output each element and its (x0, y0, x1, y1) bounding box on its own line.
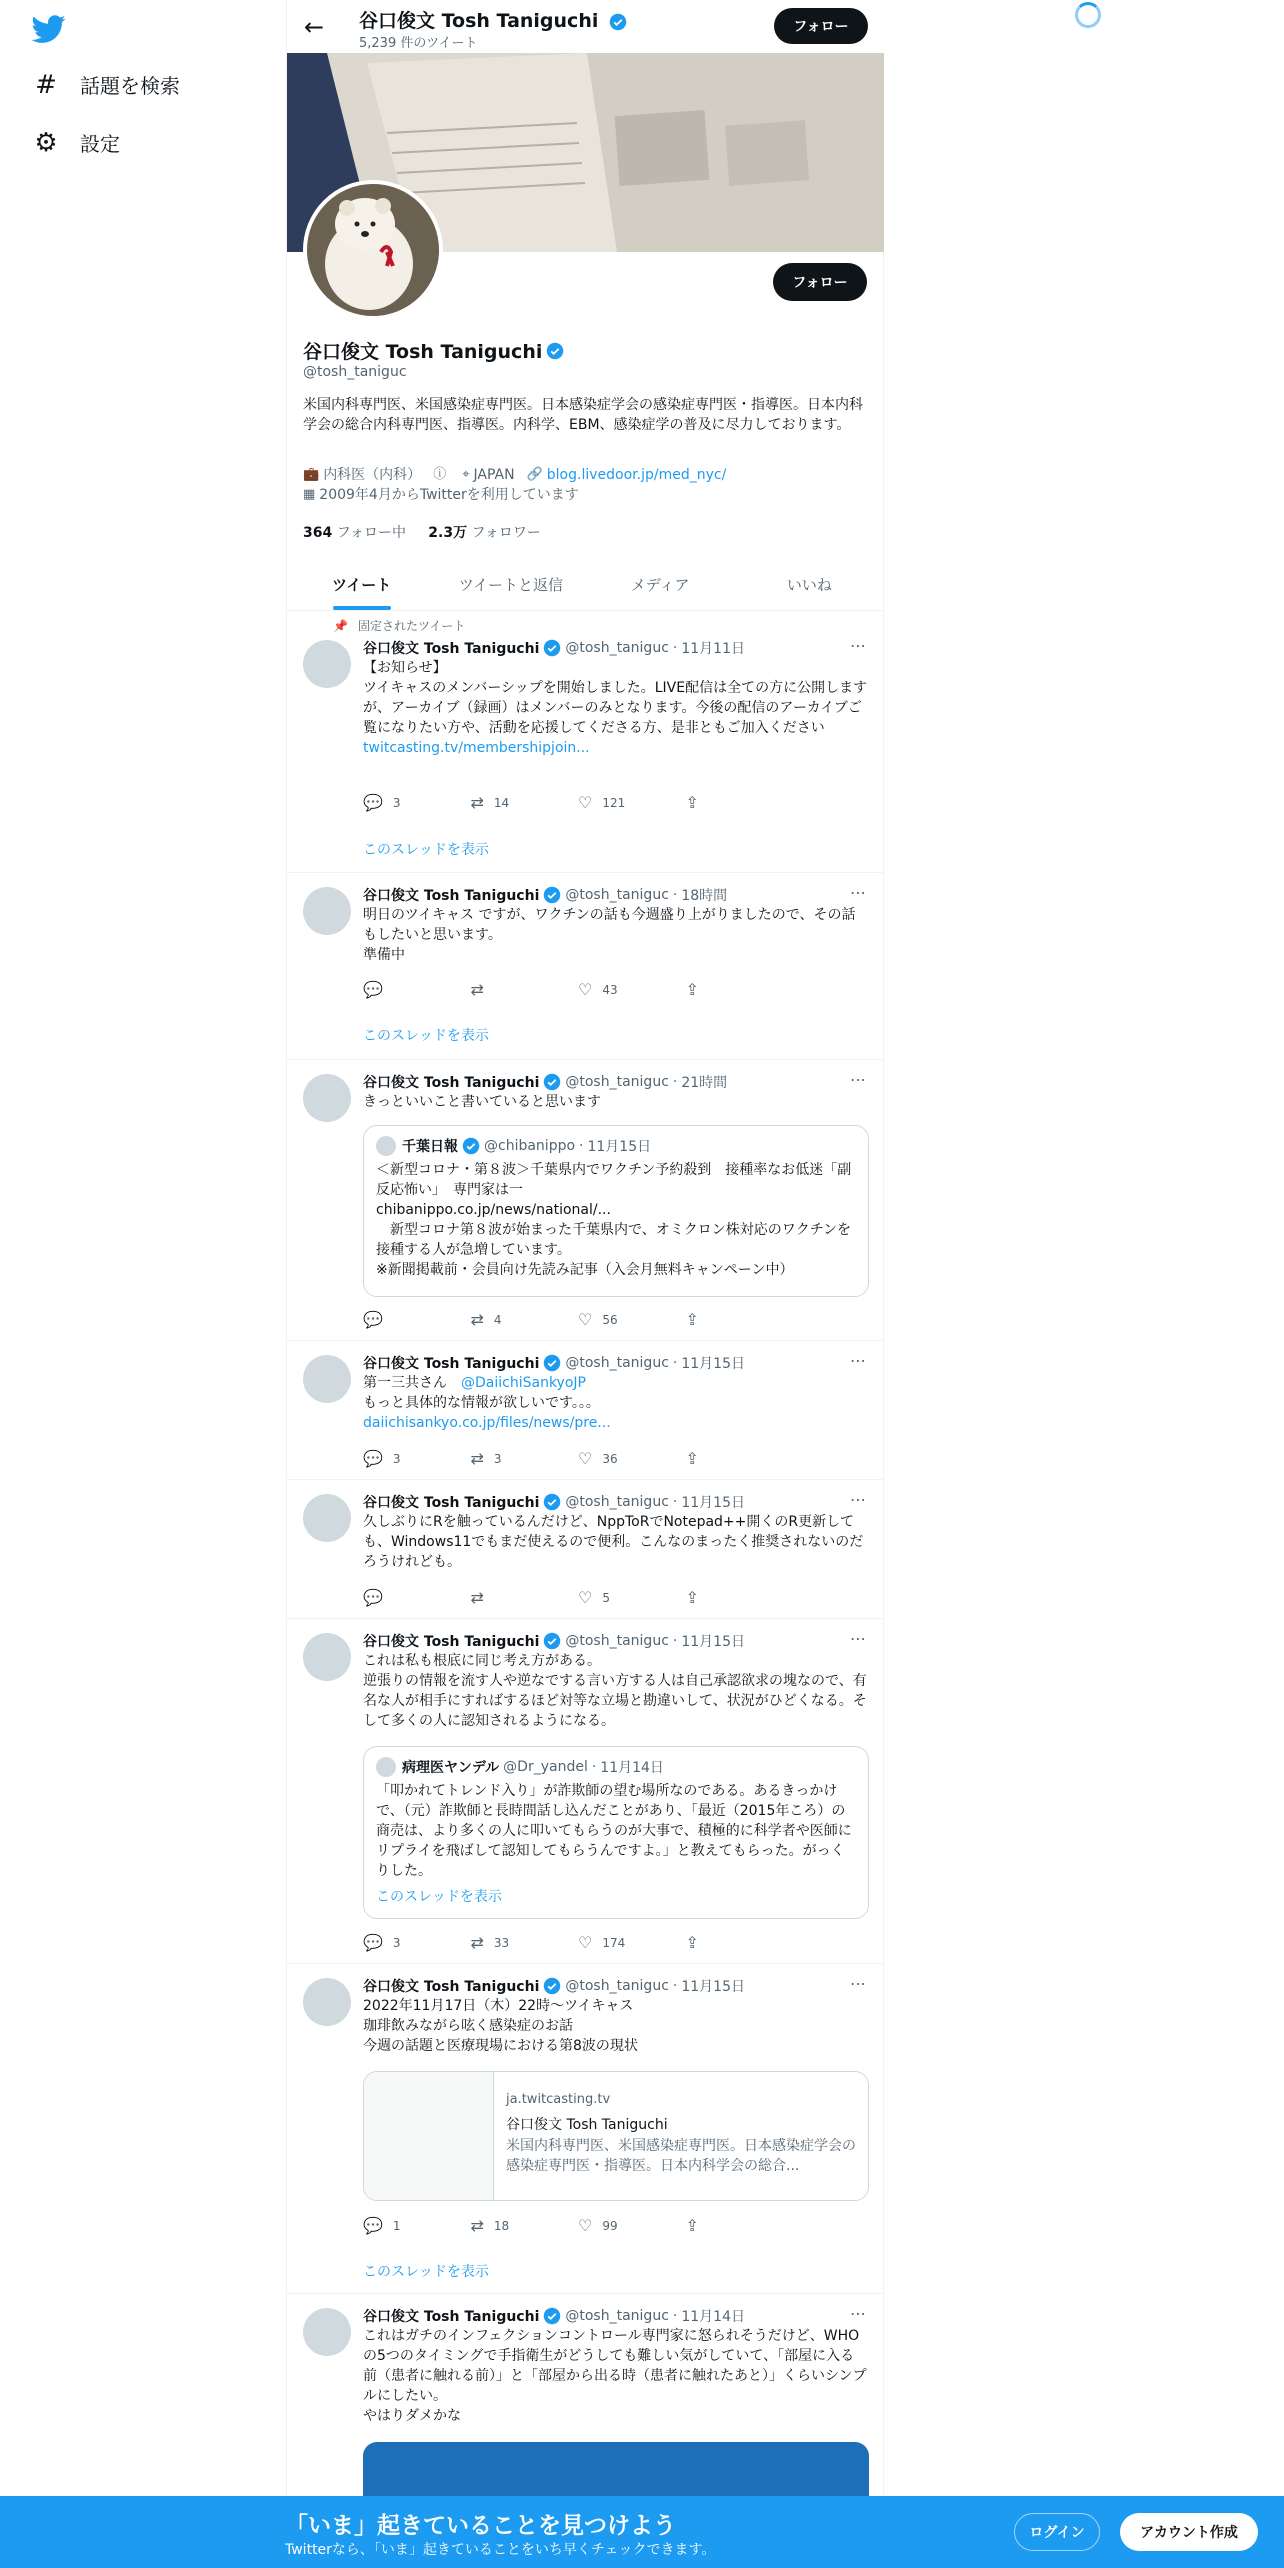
tweet-actions (363, 2216, 793, 2235)
header-profile-name: 谷口俊文 Tosh Taniguchi (359, 6, 627, 33)
login-button[interactable]: ログイン (1014, 2513, 1100, 2551)
tweet-header: 谷口俊文 Tosh Taniguchi @tosh_taniguc · 11月14日 (363, 2308, 745, 2325)
reply-button[interactable] (363, 1588, 471, 1607)
retweet-button[interactable]: ⇄ 4 (470, 1310, 502, 1329)
verified-badge-icon (609, 13, 627, 31)
profile-category: 💼 内科医（内科） (303, 467, 422, 483)
show-thread-link[interactable]: このスレッドを表示 (363, 1028, 489, 1044)
tweet-body (363, 638, 868, 758)
heart-icon: ♡ (578, 1310, 593, 1329)
calendar-icon: ▦ (303, 487, 316, 502)
retweet-icon: ⇄ (470, 2216, 484, 2235)
tab-likes[interactable]: いいね (786, 575, 832, 594)
like-button[interactable]: ♡ 99 (578, 2216, 618, 2235)
show-thread-link[interactable]: このスレッドを表示 (363, 842, 489, 858)
retweet-icon: ⇄ (470, 1933, 484, 1952)
verified-badge-icon (543, 1632, 561, 1650)
signup-banner (0, 2496, 1284, 2568)
retweet-button[interactable] (471, 980, 579, 999)
more-options-icon[interactable]: ⋯ (850, 1490, 867, 1509)
tweet-header: 谷口俊文 Tosh Taniguchi @tosh_taniguc · 11月15日 (363, 1633, 745, 1650)
tweet-header: 谷口俊文 Tosh Taniguchi @tosh_taniguc · 11月11日 (363, 640, 745, 657)
tweet-time[interactable]: 11月11日 (681, 641, 745, 657)
retweet-icon: ⇄ (470, 980, 484, 999)
tweet-time[interactable]: 11月14日 (681, 2309, 745, 2325)
like-button[interactable]: ♡ 36 (578, 1449, 618, 1468)
reply-icon: 💬 (363, 793, 383, 812)
profile-url-link[interactable]: blog.livedoor.jp/med_nyc/ (546, 467, 727, 483)
tweet-body (363, 1353, 868, 1433)
profile-meta (303, 465, 869, 505)
retweet-icon: ⇄ (470, 1449, 484, 1468)
sidebar-item-explore[interactable] (32, 70, 180, 99)
share-button[interactable] (686, 980, 794, 999)
tweet-body (363, 885, 868, 965)
tweet-time[interactable]: 11月15日 (681, 1495, 745, 1511)
profile-topbar (287, 0, 884, 53)
tweet-time[interactable]: 21時間 (681, 1075, 728, 1091)
tweet-text: 【お知らせ】 ツイキャスのメンバーシップを開始しました。LIVE配信は全ての方に公開しますが、アーカイブ（録画）はメンバーのみとなります。今後の配信のアーカイブご覧になりたい方や、活動を応援してくださる方、是非ともご加入ください (363, 660, 868, 736)
quoted-tweet[interactable] (363, 1746, 869, 1919)
tweet-text: きっといいこと書いていると思います (363, 1094, 601, 1110)
tweet-actions (363, 1310, 793, 1329)
verified-badge-icon (462, 1137, 480, 1155)
tab-tweets[interactable]: ツイート (287, 558, 436, 610)
main-column (286, 0, 884, 2568)
reply-icon: 💬 (363, 2216, 383, 2235)
more-options-icon[interactable]: ⋯ (850, 1629, 867, 1648)
profile-stats (303, 522, 541, 542)
tweet-text: もっと具体的な情報が欲しいです。。。 (363, 1395, 600, 1411)
quoted-tweet-text: 「叩かれてトレンド入り」が詐欺師の望む場所なのである。あるきっかけで、（元）詐欺師と長時間話し込んだことがあり、「最近（2015年ころ）の商売は、より多くの人に叩いてもらうのが大事で、積極的に科学者や医師にリプライを飛ばして認知してもらうんですよ。」と教えてもらった。がっくりした。 (376, 1783, 852, 1879)
share-button[interactable] (686, 1933, 794, 1952)
tweet-time[interactable]: 11月15日 (681, 1634, 745, 1650)
link-card-image (364, 2072, 494, 2201)
share-icon: ⇪ (685, 1310, 699, 1329)
link-card[interactable] (363, 2071, 869, 2201)
verified-badge-icon (543, 1073, 561, 1091)
tweet-header: 谷口俊文 Tosh Taniguchi @tosh_taniguc · 11月15日 (363, 1355, 745, 1372)
like-button[interactable]: ♡ 56 (578, 1310, 618, 1329)
link-card-title: 谷口俊文 Tosh Taniguchi (506, 2117, 668, 2133)
reply-icon: 💬 (363, 1310, 383, 1329)
share-icon: ⇪ (685, 1588, 699, 1607)
link-card-domain: ja.twitcasting.tv (506, 2092, 611, 2107)
reply-icon: 💬 (363, 1449, 383, 1468)
avatar[interactable] (303, 1074, 351, 1122)
avatar[interactable] (303, 640, 351, 688)
quoted-tweet-header: 千葉日報 @chibanippo · 11月15日 (376, 1136, 651, 1156)
loading-spinner (1075, 2, 1101, 28)
tweet-body (363, 2306, 868, 2426)
tweet-text: 久しぶりにRを触っているんだけど、NppToRでNotepad++開くのR更新しても、Windows11でもまだ使えるので便利。こんなのまったく推奨されないのだろうけれども。 (363, 1514, 864, 1570)
more-options-icon[interactable]: ⋯ (850, 636, 867, 655)
sidebar-item-settings[interactable] (32, 128, 120, 157)
reply-icon: 💬 (363, 1933, 383, 1952)
info-icon[interactable]: ⓘ (433, 467, 447, 482)
tweet-time[interactable]: 11月15日 (681, 1356, 745, 1372)
following-count-link[interactable]: 364 フォロー中 (303, 525, 406, 541)
like-button[interactable]: ♡ 121 (578, 793, 626, 812)
share-button[interactable] (686, 1449, 794, 1468)
reply-button[interactable]: 💬 3 (363, 793, 401, 812)
tweet-header: 谷口俊文 Tosh Taniguchi @tosh_taniguc · 21時間 (363, 1074, 728, 1091)
profile-location: ⌖ JAPAN (462, 467, 515, 483)
more-options-icon[interactable]: ⋯ (850, 1974, 867, 1993)
retweet-icon: ⇄ (470, 1588, 484, 1607)
tweet-header: 谷口俊文 Tosh Taniguchi @tosh_taniguc · 11月15日 (363, 1978, 745, 1995)
share-icon: ⇪ (685, 793, 699, 812)
avatar[interactable] (303, 887, 351, 935)
verified-badge-icon (546, 342, 564, 360)
profile-avatar[interactable] (303, 180, 443, 320)
tweet-media[interactable] (363, 2442, 869, 2502)
hashtag-icon: # (35, 69, 57, 100)
tab-tweets-and-replies[interactable]: ツイートと返信 (458, 575, 563, 594)
reply-button[interactable]: 💬 3 (363, 1933, 401, 1952)
mention-link[interactable]: @DaiichiSankyoJP (461, 1375, 586, 1391)
more-options-icon[interactable]: ⋯ (850, 883, 867, 902)
signup-button[interactable]: アカウント作成 (1120, 2513, 1258, 2551)
link-card-description: 米国内科専門医、米国感染症専門医。日本感染症学会の感染症専門医・指導医。日本内科学会の総合... (506, 2138, 856, 2174)
tweet-body (363, 1976, 868, 2056)
sidebar (0, 0, 286, 2568)
retweet-button[interactable]: ⇄ 3 (470, 1449, 502, 1468)
more-options-icon[interactable]: ⋯ (850, 1351, 867, 1370)
tweet-header: 谷口俊文 Tosh Taniguchi @tosh_taniguc · 11月15日 (363, 1494, 745, 1511)
retweet-icon: ⇄ (470, 793, 484, 812)
avatar[interactable] (303, 1633, 351, 1681)
share-icon: ⇪ (685, 1449, 699, 1468)
verified-badge-icon (543, 1977, 561, 1995)
sidebar-item-label: 話題を検索 (80, 74, 180, 98)
avatar[interactable] (303, 1494, 351, 1542)
verified-badge-icon (543, 886, 561, 904)
verified-badge-icon (543, 1354, 561, 1372)
header-tweet-count: 5,239 件のツイート (359, 36, 478, 51)
profile-bio: 米国内科専門医、米国感染症専門医。日本感染症学会の感染症専門医・指導医。日本内科学会の総合内科専門医、指導医。内科学、EBM、感染症学の普及に尽力しております。 (303, 397, 863, 433)
retweet-icon: ⇄ (470, 1310, 484, 1329)
quoted-tweet-text: ＜新型コロナ・第８波＞千葉県内でワクチン予約殺到 接種率なお低迷「副反応怖い」 専門家は一 chibanippo.co.jp/news/national/... 新型コロナ第８波が始まった千葉県内で、オミクロン株対応のワクチンを接種する人が急増しています。 ※新聞掲載前・会員向け先読み記事（入会月無料キャンペーン中） (376, 1162, 852, 1278)
heart-icon: ♡ (578, 1933, 593, 1952)
tweet-time[interactable]: 18時間 (681, 888, 728, 904)
reply-icon: 💬 (363, 1588, 383, 1607)
like-button[interactable]: ♡ 174 (578, 1933, 626, 1952)
profile-name: 谷口俊文 Tosh Taniguchi (303, 337, 564, 364)
retweet-button[interactable]: ⇄ 18 (470, 2216, 510, 2235)
profile-url[interactable] (527, 465, 727, 485)
tweet-actions (363, 1933, 793, 1952)
share-button[interactable] (686, 793, 794, 812)
sidebar-item-label: 設定 (80, 132, 120, 156)
verified-badge-icon (543, 1493, 561, 1511)
show-thread-link[interactable]: このスレッドを表示 (363, 2264, 489, 2280)
avatar[interactable] (303, 1355, 351, 1403)
tweet-body (363, 1072, 868, 1112)
share-icon: ⇪ (685, 1933, 699, 1952)
heart-icon: ♡ (578, 1588, 593, 1607)
tweet-actions (363, 1449, 793, 1468)
pinned-tweet-label: 📌 固定されたツイート (333, 618, 466, 633)
profile-follow-button[interactable]: フォロー (773, 263, 867, 301)
followers-count-link[interactable]: 2.3万 フォロワー (428, 525, 541, 541)
tweet-link[interactable]: daiichisankyo.co.jp/files/news/pre... (363, 1415, 611, 1431)
more-options-icon[interactable]: ⋯ (850, 1070, 867, 1089)
reply-button[interactable] (363, 1310, 471, 1329)
reply-button[interactable]: 💬 3 (363, 1449, 401, 1468)
tweet-actions (363, 980, 793, 999)
heart-icon: ♡ (578, 980, 593, 999)
profile-joined: ▦ 2009年4月からTwitterを利用しています (303, 487, 579, 503)
share-button[interactable] (686, 1310, 794, 1329)
avatar (376, 1757, 396, 1777)
verified-badge-icon (543, 2307, 561, 2325)
reply-icon: 💬 (363, 980, 383, 999)
tweet-text: 2022年11月17日（木）22時～ツイキャス 珈琲飲みながら呟く感染症のお話 今週の話題と医療現場における第8波の現状 (363, 1998, 638, 2054)
like-button[interactable]: ♡ 43 (578, 980, 618, 999)
tweet-body (363, 1492, 868, 1572)
heart-icon: ♡ (578, 2216, 593, 2235)
heart-icon: ♡ (578, 793, 593, 812)
tweet-time[interactable]: 11月15日 (681, 1979, 745, 1995)
tweet-header: 谷口俊文 Tosh Taniguchi @tosh_taniguc · 18時間 (363, 887, 728, 904)
tweet-link[interactable]: twitcasting.tv/membershipjoin... (363, 740, 590, 756)
polar-bear-image (307, 184, 439, 316)
retweet-button[interactable]: ⇄ 14 (470, 793, 510, 812)
verified-badge-icon (543, 639, 561, 657)
share-icon: ⇪ (685, 2216, 699, 2235)
tweet-body (363, 1631, 868, 1731)
share-button[interactable] (686, 1588, 794, 1607)
link-icon: 🔗 (526, 467, 543, 482)
more-options-icon[interactable]: ⋯ (850, 2304, 867, 2323)
tweet-text: これはガチのインフェクションコントロール専門家に怒られそうだけど、WHOの5つのタイミングで手指衛生がどうしても難しい気がしていて、「部屋に入る前（患者に触れる前）」と「部屋から出る時（患者に触れたあと）」くらいシンプルにしたい。 やはりダメかな (363, 2328, 867, 2424)
quoted-tweet-header: 病理医ヤンデル @Dr_yandel · 11月14日 (376, 1757, 664, 1777)
tweet-text: 第一三共さん @DaiichiSankyoJP (363, 1375, 586, 1391)
signup-banner-title: 「いま」起きていることを見つけよう (285, 2513, 676, 2539)
quoted-tweet[interactable] (363, 1125, 869, 1297)
show-thread-link[interactable]: このスレッドを表示 (376, 1889, 502, 1905)
reply-button[interactable]: 💬 1 (363, 2216, 401, 2235)
share-icon: ⇪ (685, 980, 699, 999)
avatar[interactable] (303, 1978, 351, 2026)
tweet-text: 明日のツイキャス ですが、ワクチンの話も今週盛り上がりましたので、その話もしたいと思います。 準備中 (363, 907, 856, 963)
retweet-button[interactable]: ⇄ 33 (470, 1933, 510, 1952)
location-pin-icon: ⌖ (462, 467, 470, 482)
tweet-actions (363, 793, 793, 812)
gear-icon: ⚙ (34, 127, 58, 158)
like-button[interactable]: ♡ 5 (578, 1588, 610, 1607)
tab-media[interactable]: メディア (630, 575, 690, 594)
avatar[interactable] (303, 2308, 351, 2356)
back-arrow-icon[interactable]: ← (303, 13, 325, 41)
tweet-text: これは私も根底に同じ考え方がある。 逆張りの情報を流す人や逆なでする言い方する人は自己承認欲求の塊なので、有名な人が相手にすればするほど対等な立場と勘違いして、状況がひどくなる。そして多くの人に認知されるようになる。 (363, 1653, 867, 1729)
briefcase-icon: 💼 (303, 467, 320, 482)
follow-button[interactable]: フォロー (774, 8, 868, 44)
twitter-bird-icon[interactable] (32, 12, 66, 46)
retweet-button[interactable] (471, 1588, 579, 1607)
share-button[interactable] (686, 2216, 794, 2235)
heart-icon: ♡ (578, 1449, 593, 1468)
profile-handle: @tosh_taniguc (303, 364, 407, 380)
avatar (376, 1136, 396, 1156)
signup-banner-subtitle: Twitterなら、「いま」起きていることをいち早くチェックできます。 (285, 2542, 716, 2558)
pin-icon: 📌 (333, 618, 348, 633)
profile-tabs (287, 558, 884, 611)
tweet-actions (363, 1588, 793, 1607)
reply-button[interactable] (363, 980, 471, 999)
